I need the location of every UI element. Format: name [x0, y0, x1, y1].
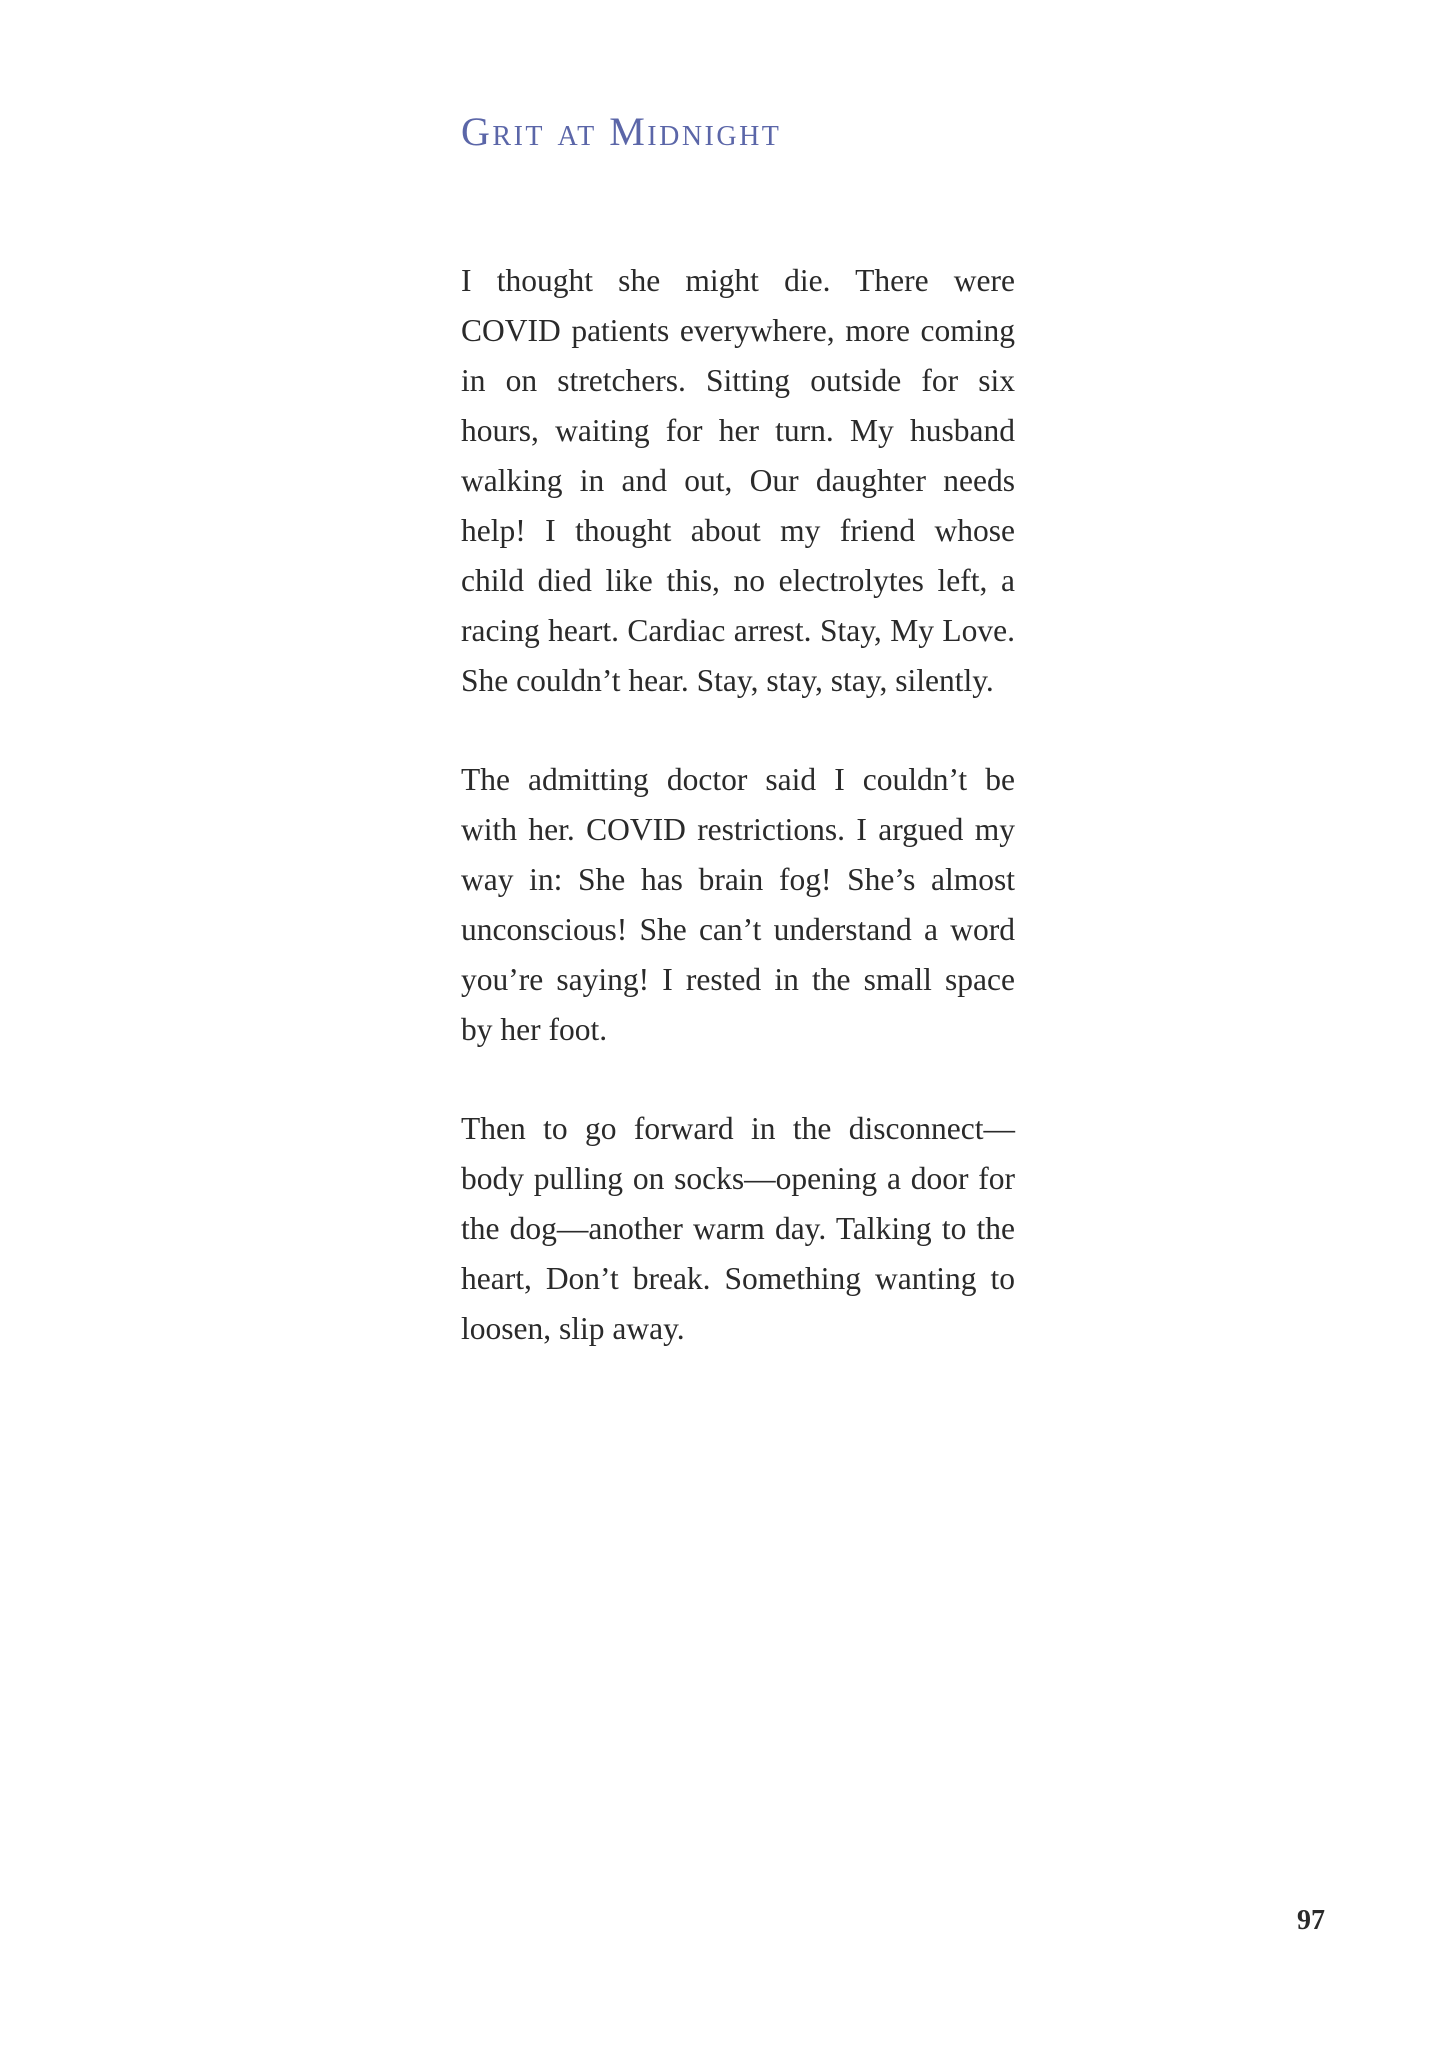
body-text	[461, 256, 1015, 1403]
paragraph-2: The admitting doctor said I couldn’t be with her. COVID restrictions. I argued my way in: She has brain fog! She’s almost unconscious! She can’t understand a word you’re saying! I rested in the small space by her foot.	[461, 762, 1015, 1047]
page-number: 97	[1297, 1905, 1325, 1936]
paragraph-3: Then to go forward in the disconnect—body pulling on socks—opening a door for the dog—another warm day. Talking to the heart, Don’t break. Something wanting to loosen, slip away.	[461, 1111, 1015, 1346]
paragraph-1: I thought she might die. There were COVID patients everywhere, more coming in on stretchers. Sitting outside for six hours, waiting for her turn. My husband walking in and out, Our daughter needs help! I thought about my friend whose child died like this, no electrolytes left, a racing heart. Cardiac arrest. Stay, My Love. She couldn’t hear. Stay, stay, stay, silently.	[461, 263, 1015, 698]
running-head-title: Grit at Midnight	[461, 109, 782, 154]
